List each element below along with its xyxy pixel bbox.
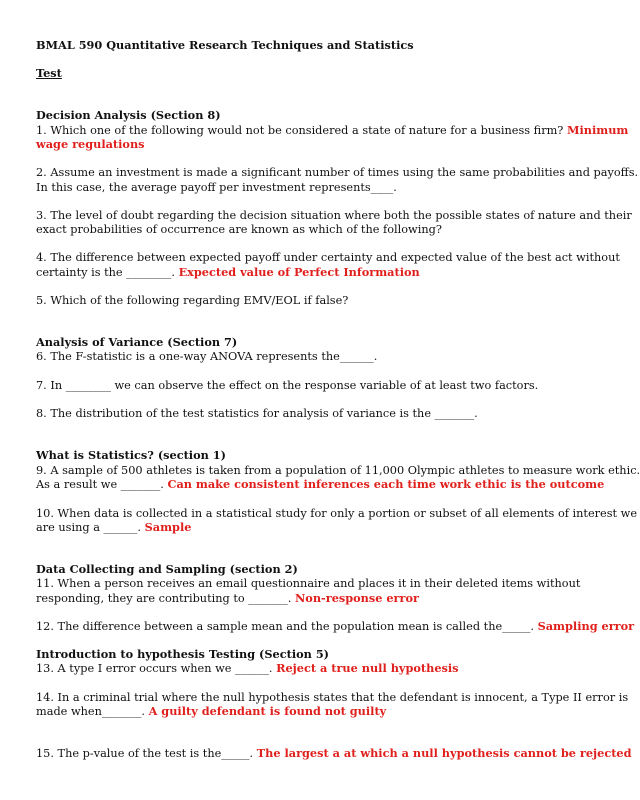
section-heading: Analysis of Variance (Section 7) [36, 335, 238, 349]
question-text: 12. The difference between a sample mean and the population mean is called the_____. [36, 620, 534, 633]
question-9: 9. A sample of 500 athletes is taken from a population of 11,000 Olympic athletes to measure work ethic. [36, 464, 640, 477]
question-text: 1. Which one of the following would not be considered a state of nature for a business firm? [36, 124, 564, 137]
question-5: 5. Which of the following regarding EMV/EOL if false? [36, 294, 349, 307]
section-heading: Data Collecting and Sampling (section 2) [36, 562, 298, 576]
question-10: 10. When data is collected in a statistical study for only a portion or subset of all elements of interest we [36, 507, 638, 520]
question-1-cont [36, 137, 145, 152]
answer-text: Sampling error [537, 619, 635, 633]
answer-text: The largest a at which a null hypothesis cannot be rejected [256, 746, 632, 760]
question-15 [36, 746, 632, 761]
question-2: 2. Assume an investment is made a significant number of times using the same probabilities and payoffs. [36, 166, 639, 179]
answer-text: Reject a true null hypothesis [276, 661, 459, 675]
question-text: responding, they are contributing to _______. [36, 592, 292, 605]
doc-title: BMAL 590 Quantitative Research Techniques and Statistics [36, 38, 414, 52]
answer-text: Can make consistent inferences each time work ethic is the outcome [167, 477, 605, 491]
answer-text: A guilty defendant is found not guilty [148, 704, 387, 718]
question-8: 8. The distribution of the test statistics for analysis of variance is the _______. [36, 407, 478, 420]
question-4-cont [36, 265, 420, 280]
question-text: certainty is the ________. [36, 266, 175, 279]
question-11: 11. When a person receives an email questionnaire and places it in their deleted items without [36, 577, 581, 590]
section-heading: What is Statistics? (section 1) [36, 448, 226, 462]
question-3-cont: exact probabilities of occurrence are known as which of the following? [36, 223, 442, 236]
doc-subtitle: Test [36, 66, 62, 80]
question-10-cont [36, 520, 191, 535]
question-text: made when_______. [36, 705, 145, 718]
question-14: 14. In a criminal trial where the null hypothesis states that the defendant is innocent, a Type II error is [36, 691, 629, 704]
section-heading: Decision Analysis (Section 8) [36, 108, 221, 122]
question-text: are using a ______. [36, 521, 142, 534]
question-12 [36, 619, 634, 634]
question-text: 15. The p-value of the test is the_____. [36, 747, 254, 760]
question-3: 3. The level of doubt regarding the decision situation where both the possible states of nature and their [36, 209, 632, 222]
question-6: 6. The F-statistic is a one-way ANOVA represents the______. [36, 350, 378, 363]
question-text: 13. A type I error occurs when we ______. [36, 662, 273, 675]
question-14-cont [36, 704, 386, 719]
question-11-cont [36, 591, 419, 606]
question-7: 7. In ________ we can observe the effect on the response variable of at least two factors. [36, 379, 539, 392]
question-1 [36, 123, 628, 138]
question-text: As a result we _______. [36, 478, 164, 491]
question-13 [36, 661, 459, 676]
answer-text: Expected value of Perfect Information [178, 265, 420, 279]
answer-text: Non-response error [294, 591, 419, 605]
question-9-cont [36, 477, 604, 492]
question-4: 4. The difference between expected payoff under certainty and expected value of the best act without [36, 251, 620, 264]
answer-text: Minimum [566, 123, 629, 137]
question-2-cont: In this case, the average payoff per investment represents____. [36, 181, 397, 194]
section-heading: Introduction to hypothesis Testing (Section 5) [36, 647, 330, 661]
answer-text: wage regulations [36, 137, 145, 151]
answer-text: Sample [144, 520, 192, 534]
